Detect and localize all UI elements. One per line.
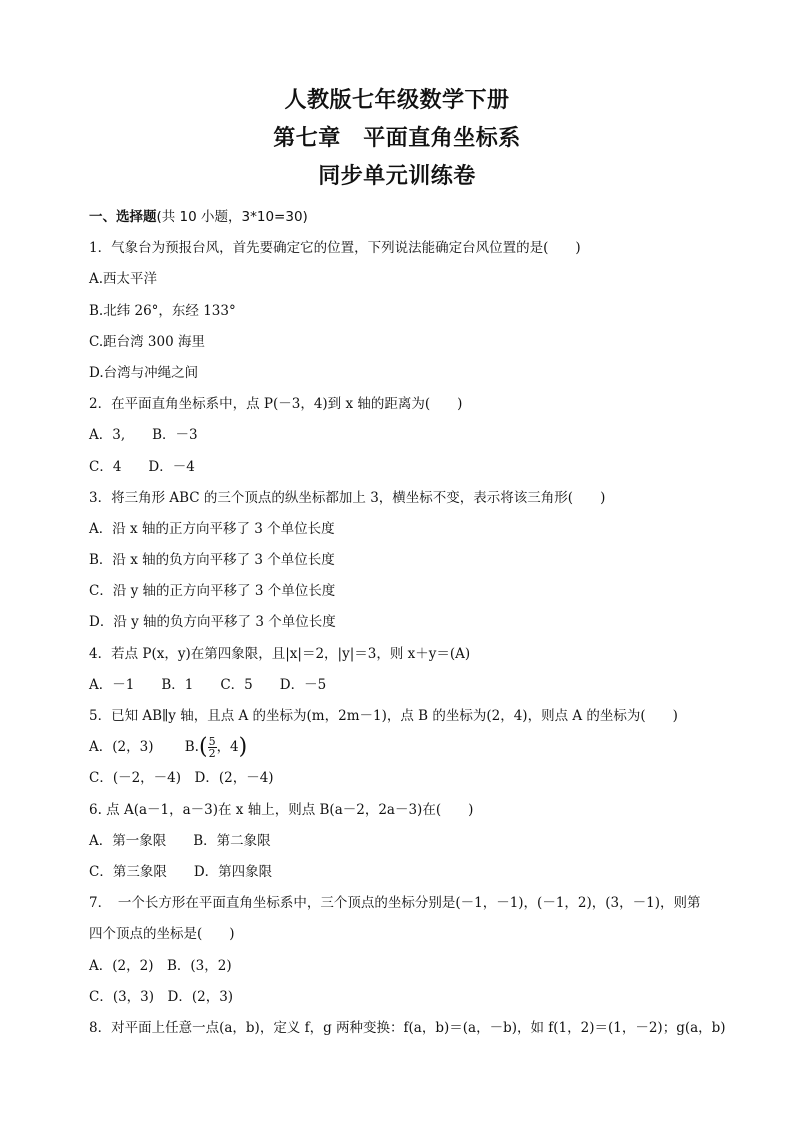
question-line: 1．气象台为预报台风，首先要确定它的位置，下列说法能确定台风位置的是( ) [89,240,581,257]
option-line: C．沿 y 轴的正方向平移了 3 个单位长度 [89,583,336,600]
option-line: A．第一象限 B．第二象限 [89,832,271,849]
option-line: A．(2，2) B．(3，2) [89,957,232,974]
question-line: 四个顶点的坐标是( ) [89,926,235,943]
right-paren: ) [238,734,248,760]
option-line: B．沿 x 轴的负方向平移了 3 个单位长度 [89,552,335,569]
fraction [208,736,217,759]
option-line: D.台湾与冲绳之间 [89,364,199,381]
option-line: D．沿 y 轴的负方向平移了 3 个单位长度 [89,614,336,631]
option-line: C．(3，3) D．(2，3) [89,988,234,1005]
section-detail: (共 10 小题，3*10=30) [156,209,308,225]
option-line: C．(－2，－4) D．(2，－4) [89,770,274,787]
question-line: 5．已知 AB∥y 轴，且点 A 的坐标为(m，2m－1)，点 B 的坐标为(2，4)，则点 A 的坐标为( ) [89,708,678,724]
question-line: 2．在平面直角坐标系中，点 P(－3，4)到 x 轴的距离为( ) [89,396,463,413]
option-ab-text: A．(2，3) B. [89,739,199,756]
option-line: B.北纬 26°，东经 133° [89,302,236,319]
document-title [0,82,794,196]
paper-title: 同步单元训练卷 [318,164,476,189]
question-list [89,206,726,1048]
option-line: C．第三象限 D．第四象限 [89,863,273,880]
option-line: A．3, B．－3 [89,427,198,444]
option-line: A．－1 B．1 C．5 D．－5 [89,676,327,693]
option-line: C．4 D．－4 [89,458,195,475]
question-line: 7． 一个长方形在平面直角坐标系中，三个顶点的坐标分别是(－1，－1)，(－1，2)，(3，－1)，则第 [89,895,701,912]
question-line: 6. 点 A(a－1，a－3)在 x 轴上，则点 B(a－2，2a－3)在( ) [89,801,474,818]
question-line: 8．对平面上任意一点(a，b)，定义 f，g 两种变换：f(a，b)＝(a，－b)，如 f(1，2)＝(1，－2)；g(a，b) [89,1019,726,1036]
fraction-numerator: 5 [208,735,216,749]
option-line: A．沿 x 轴的正方向平移了 3 个单位长度 [89,520,335,537]
question-line: 3．将三角形 ABC 的三个顶点的纵坐标都加上 3，横坐标不变，表示将该三角形( ) [89,489,606,506]
option-line-with-fraction [89,736,709,767]
option-line: A.西太平洋 [89,271,158,288]
left-paren: ( [198,734,208,760]
section-label: 一、选择题 [89,209,157,225]
question-line: 4．若点 P(x，y)在第四象限，且|x|＝2，|y|＝3，则 x＋y＝(A) [89,645,471,662]
fraction-denominator: 2 [208,747,216,761]
option-line: C.距台湾 300 海里 [89,333,205,350]
option-b-rest: ，4 [216,739,239,756]
chapter-title: 第七章 平面直角坐标系 [273,126,521,151]
book-title: 人教版七年级数学下册 [284,88,510,113]
section-heading [89,206,709,237]
